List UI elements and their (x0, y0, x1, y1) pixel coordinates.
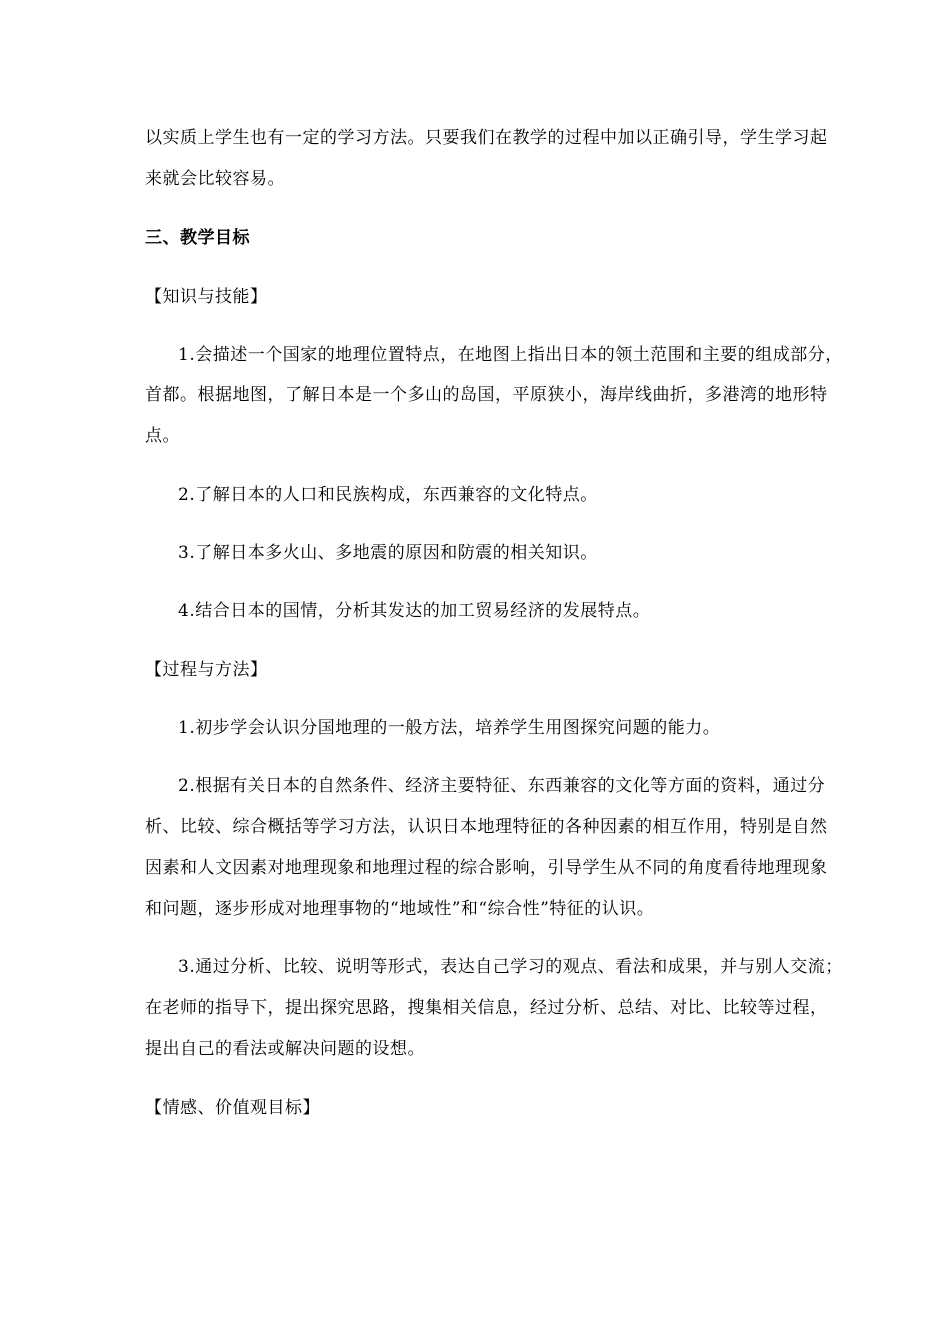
section-heading: 三、教学目标 (145, 228, 250, 248)
knowledge-item-3: 3.了解日本多火山、多地震的原因和防震的相关知识。 (178, 543, 598, 563)
process-item-2-line-4: 和问题，逐步形成对地理事物的“地域性”和“综合性”特征的认识。 (145, 899, 655, 919)
knowledge-item-1-line-2: 首都。根据地图，了解日本是一个多山的岛国，平原狭小，海岸线曲折，多港湾的地形特 (145, 385, 828, 405)
intro-line-1: 以实质上学生也有一定的学习方法。只要我们在教学的过程中加以正确引导，学生学习起 (145, 128, 828, 148)
process-item-2-line-2: 析、比较、综合概括等学习方法，认识日本地理特征的各种因素的相互作用，特别是自然 (145, 817, 828, 837)
knowledge-item-1-line-1: 1.会描述一个国家的地理位置特点，在地图上指出日本的领土范围和主要的组成部分， (178, 345, 843, 365)
knowledge-item-2: 2.了解日本的人口和民族构成，东西兼容的文化特点。 (178, 485, 598, 505)
knowledge-item-4: 4.结合日本的国情，分析其发达的加工贸易经济的发展特点。 (178, 601, 651, 621)
process-item-3-line-2: 在老师的指导下，提出探究思路，搜集相关信息，经过分析、总结、对比、比较等过程， (145, 998, 828, 1018)
subheading-attitude: 【情感、价值观目标】 (145, 1098, 320, 1118)
process-item-2-line-1: 2.根据有关日本的自然条件、经济主要特征、东西兼容的文化等方面的资料，通过分 (178, 776, 826, 796)
process-item-3-line-3: 提出自己的看法或解决问题的设想。 (145, 1039, 425, 1059)
process-item-1: 1.初步学会认识分国地理的一般方法，培养学生用图探究问题的能力。 (178, 718, 721, 738)
subheading-process: 【过程与方法】 (145, 660, 268, 680)
process-item-2-line-3: 因素和人文因素对地理现象和地理过程的综合影响，引导学生从不同的角度看待地理现象 (145, 858, 828, 878)
intro-line-2: 来就会比较容易。 (145, 169, 285, 189)
subheading-knowledge: 【知识与技能】 (145, 287, 268, 307)
knowledge-item-1-line-3: 点。 (145, 426, 180, 446)
process-item-3-line-1: 3.通过分析、比较、说明等形式，表达自己学习的观点、看法和成果，并与别人交流； (178, 957, 843, 977)
